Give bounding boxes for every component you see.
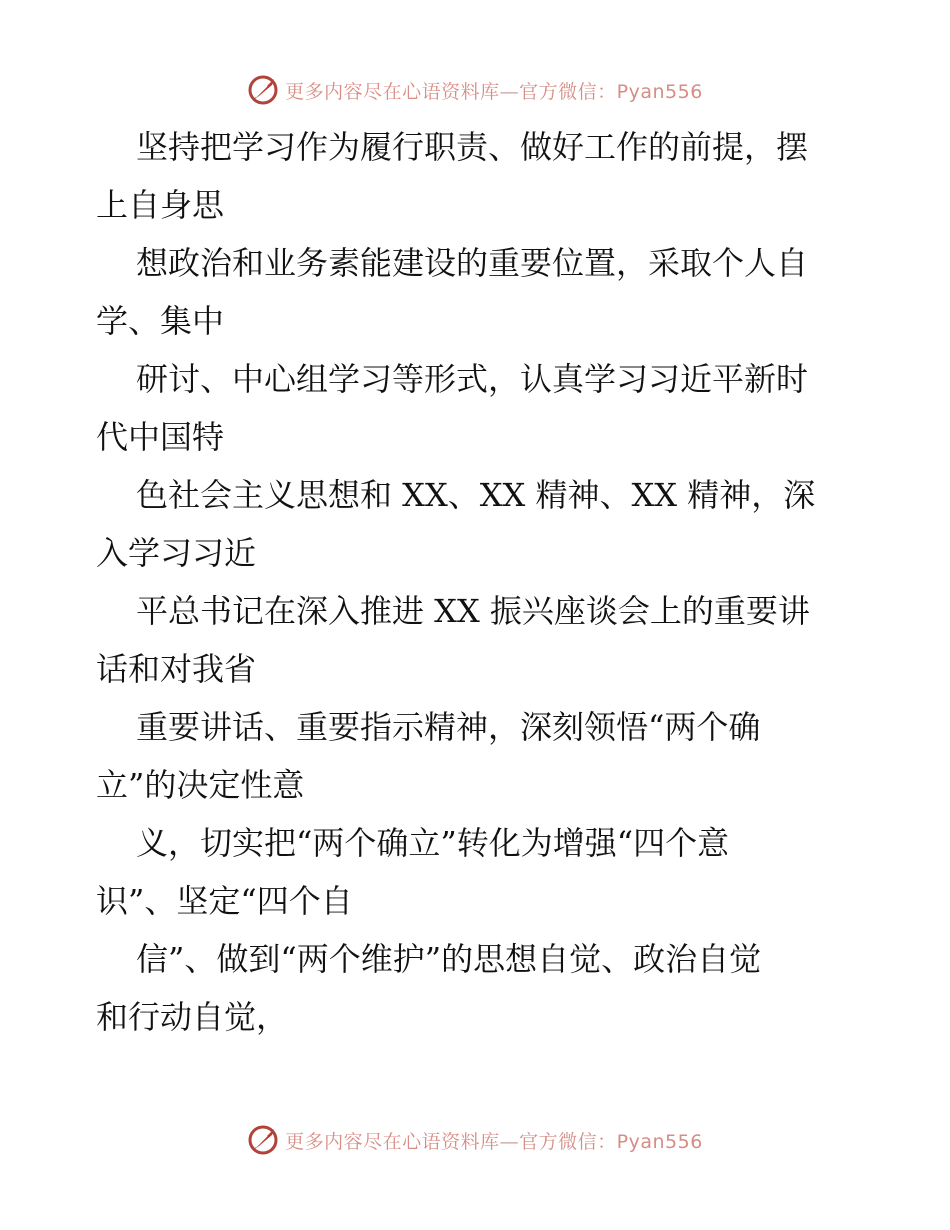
paragraph-line: 研讨、中心组学习等形式，认真学习习近平新时	[136, 360, 809, 398]
paragraph	[96, 234, 866, 350]
header-watermark-banner	[0, 70, 950, 110]
footer-banner-separator: —	[499, 1130, 520, 1153]
paragraph-line: 代中国特	[96, 418, 225, 456]
footer-banner-text	[285, 1127, 703, 1154]
paragraph-line: 学、集中	[96, 302, 225, 340]
footer-banner-wechat: 官方微信：Pyan556	[519, 1130, 703, 1153]
paragraph-line: 信”、做到“两个维护”的思想自觉、政治自觉	[136, 940, 762, 978]
paragraph	[96, 582, 866, 698]
paragraph	[96, 350, 866, 466]
paragraph-line: 立”的决定性意	[96, 766, 305, 804]
footer-banner-content	[247, 1124, 703, 1156]
paragraph	[96, 466, 866, 582]
header-banner-text	[285, 77, 703, 104]
header-banner-content	[247, 74, 703, 106]
paragraph-line: 和行动自觉，	[96, 998, 289, 1036]
paragraph-line: 上自身思	[96, 186, 225, 224]
quill-logo-icon	[247, 1124, 279, 1156]
footer-watermark-banner	[0, 1120, 950, 1160]
document-body	[96, 118, 866, 1046]
paragraph	[96, 118, 866, 234]
paragraph-line: 色社会主义思想和 XX、XX 精神、XX 精神，深	[136, 476, 816, 514]
paragraph	[96, 698, 866, 814]
paragraph-line: 义，切实把“两个确立”转化为增强“四个意	[136, 824, 730, 862]
header-banner-title: 更多内容尽在心语资料库	[285, 80, 500, 103]
header-banner-wechat: 官方微信：Pyan556	[519, 80, 703, 103]
paragraph	[96, 814, 866, 930]
paragraph-line: 入学习习近	[96, 534, 257, 572]
paragraph	[96, 930, 866, 1046]
paragraph-line: 想政治和业务素能建设的重要位置，采取个人自	[136, 244, 809, 282]
paragraph-line: 话和对我省	[96, 650, 257, 688]
header-banner-separator: —	[499, 80, 520, 103]
paragraph-line: 平总书记在深入推进 XX 振兴座谈会上的重要讲	[136, 592, 810, 630]
paragraph-line: 重要讲话、重要指示精神，深刻领悟“两个确	[136, 708, 761, 746]
quill-logo-icon	[247, 74, 279, 106]
paragraph-line: 坚持把学习作为履行职责、做好工作的前提，摆	[136, 128, 809, 166]
paragraph-line: 识”、坚定“四个自	[96, 882, 353, 920]
footer-banner-title: 更多内容尽在心语资料库	[285, 1130, 500, 1153]
